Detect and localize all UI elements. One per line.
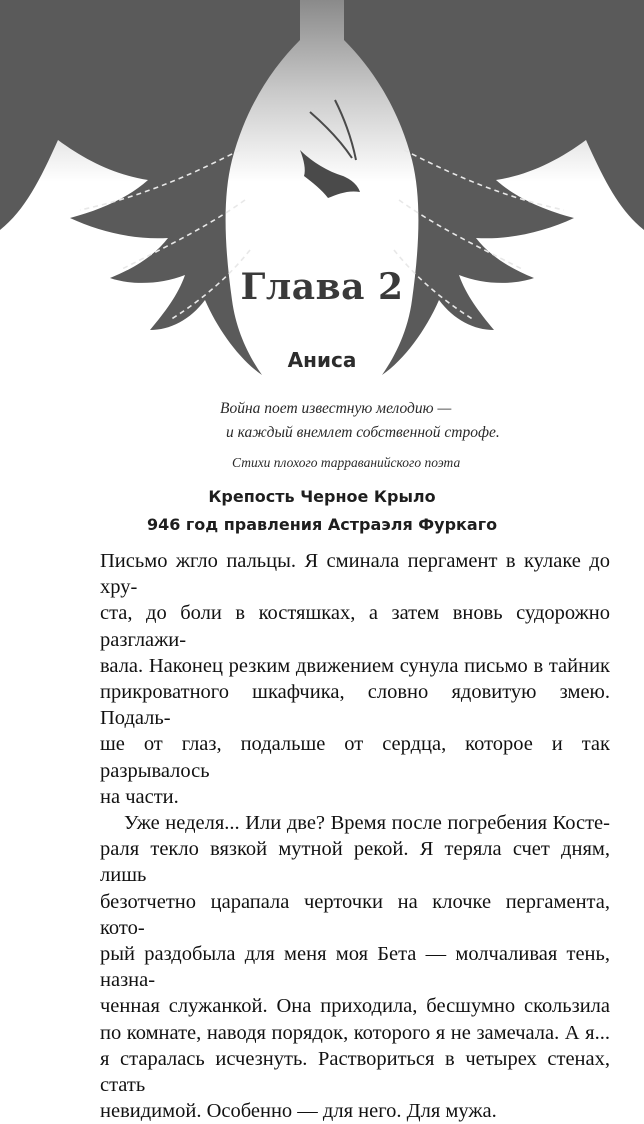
body-line: ста, до боли в костяшках, а затем вновь судорожно разглажи-	[100, 602, 610, 651]
location-heading	[0, 483, 644, 539]
body-line: Уже неделя... Или две? Время после погребения Косте-	[124, 812, 610, 835]
epigraph-line: и каждый внемлет собственной строфе.	[226, 424, 500, 441]
body-line: на части.	[100, 785, 179, 808]
body-line: ше от глаз, подальше от сердца, которое и так разрывалось	[100, 733, 610, 782]
body-line: рый раздобыла для меня моя Бета — молчаливая тень, назна-	[100, 943, 610, 992]
body-line: я старалась исчезнуть. Раствориться в четырех стенах, стать	[100, 1047, 610, 1097]
body-line: Письмо жгло пальцы. Я сминала пергамент в кулаке до хру-	[100, 550, 610, 599]
body-line: вала. Наконец резким движением сунула письмо в тайник	[100, 654, 610, 677]
epigraph	[0, 397, 644, 471]
location-date: 946 год правления Астраэля Фуркаго	[146, 515, 498, 534]
body-line: безотчетно царапала черточки на клочке пергамента, кото-	[100, 890, 610, 939]
chapter-title: Глава 2	[240, 266, 404, 308]
epigraph-attribution: Стихи плохого тарраванийского поэта	[232, 455, 461, 470]
body-line: раля текло вязкой мутной рекой. Я теряла счет дням, лишь	[100, 838, 610, 887]
dragon-wings-illustration	[0, 0, 644, 400]
body-text	[100, 548, 610, 1124]
body-line: по комнате, наводя порядок, которого я не замечала. А я...	[100, 1021, 610, 1044]
body-line: прикроватного шкафчика, словно ядовитую змею. Подаль-	[100, 681, 610, 730]
body-line: ченная служанкой. Она приходила, бесшумно скользила	[100, 995, 610, 1018]
location-place: Крепость Черное Крыло	[208, 487, 436, 506]
epigraph-line: Война поет известную мелодию —	[220, 400, 452, 417]
body-line: невидимой. Особенно — для него. Для мужа.	[100, 1100, 497, 1123]
chapter-subtitle: Аниса	[287, 348, 357, 372]
